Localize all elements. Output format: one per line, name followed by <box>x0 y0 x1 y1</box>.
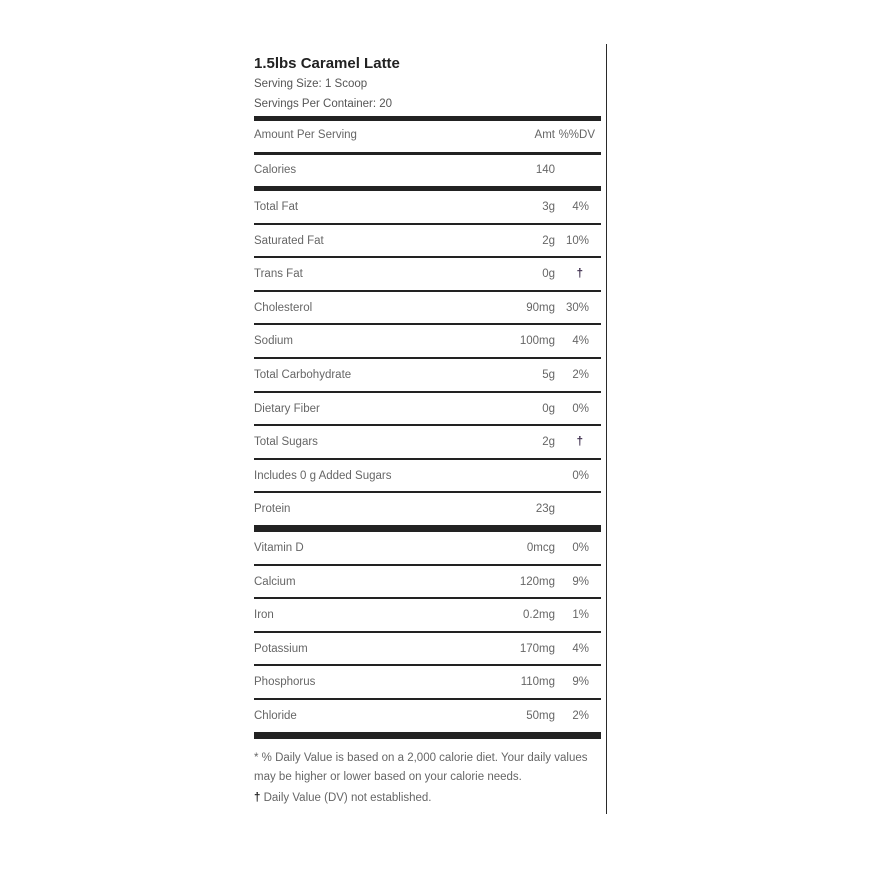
nutrient-row <box>254 460 601 492</box>
nutrient-daily-value: 0% <box>572 541 589 554</box>
nutrient-amount: 50mg <box>526 709 555 722</box>
nutrient-label: Potassium <box>254 642 308 655</box>
nutrient-daily-value: 1% <box>572 609 589 622</box>
nutrient-row <box>254 666 601 698</box>
nutrient-label: Total Fat <box>254 201 299 213</box>
nutrient-amount: 100mg <box>519 335 555 348</box>
divider-thick <box>254 525 601 532</box>
nutrient-label: Calcium <box>254 575 296 588</box>
nutrient-label: Cholesterol <box>254 301 313 314</box>
nutrient-amount: 110mg <box>520 676 555 689</box>
nutrient-amount: 90mg <box>526 301 555 314</box>
nutrient-row <box>254 225 601 257</box>
footnote-not-established <box>254 789 601 808</box>
nutrient-label: Chloride <box>254 709 297 722</box>
nutrient-row <box>254 633 601 665</box>
calories-label: Calories <box>254 164 297 176</box>
nutrient-row <box>254 532 601 564</box>
nutrient-row <box>254 359 601 391</box>
nutrient-daily-value: 4% <box>572 335 589 348</box>
header-amt: Amt <box>534 129 555 141</box>
header-row <box>254 121 601 152</box>
nutrient-amount: 5g <box>542 368 555 381</box>
servings-per-container: Servings Per Container: 20 <box>254 98 393 110</box>
nutrient-daily-value: 9% <box>572 676 589 689</box>
nutrient-amount: 0mcg <box>526 541 555 554</box>
nutrient-row <box>254 292 601 324</box>
nutrient-row <box>254 566 601 598</box>
nutrient-row <box>254 325 601 357</box>
nutrient-amount: 0g <box>542 402 555 415</box>
header-amount-per-serving: Amount Per Serving <box>254 129 357 141</box>
nutrient-label: Saturated Fat <box>254 234 324 247</box>
nutrient-daily-value: † <box>576 268 583 281</box>
nutrient-label: Protein <box>254 503 291 516</box>
divider-vertical <box>606 44 607 814</box>
nutrient-label: Trans Fat <box>254 268 303 281</box>
nutrient-amount: 2g <box>542 234 555 247</box>
serving-size: Serving Size: 1 Scoop <box>254 78 368 90</box>
nutrient-row <box>254 700 601 732</box>
nutrient-daily-value: 0% <box>572 402 589 415</box>
header-dv: %%DV <box>558 129 595 141</box>
nutrient-amount: 0.2mg <box>523 609 555 622</box>
nutrient-daily-value: † <box>576 436 583 449</box>
nutrient-row <box>254 493 601 525</box>
nutrient-label: Dietary Fiber <box>254 402 320 415</box>
vitamin-list <box>254 532 601 732</box>
nutrient-daily-value: 9% <box>572 575 589 588</box>
calories-row <box>254 155 601 186</box>
nutrient-label: Iron <box>254 609 274 622</box>
nutrient-amount: 2g <box>542 436 555 449</box>
nutrient-row <box>254 599 601 631</box>
dagger-symbol: † <box>254 791 261 804</box>
nutrient-daily-value: 4% <box>572 201 589 213</box>
nutrient-daily-value: 0% <box>572 469 589 482</box>
nutrient-label: Includes 0 g Added Sugars <box>254 469 392 482</box>
nutrient-label: Total Carbohydrate <box>254 368 352 381</box>
nutrient-amount: 23g <box>535 503 555 516</box>
footnote-daily-value: * % Daily Value is based on a 2,000 calorie diet. Your daily values may be higher or lower based on your calorie needs. <box>254 751 588 783</box>
nutrient-label: Sodium <box>254 335 293 348</box>
nutrient-daily-value: 2% <box>572 709 589 722</box>
nutrient-label: Phosphorus <box>254 676 316 689</box>
nutrient-daily-value: 4% <box>572 642 589 655</box>
nutrient-daily-value: 10% <box>565 234 589 247</box>
nutrition-facts-panel <box>254 54 601 808</box>
nutrient-amount: 0g <box>542 268 555 281</box>
divider-thick <box>254 732 601 739</box>
nutrient-label: Vitamin D <box>254 541 304 554</box>
nutrient-label: Total Sugars <box>254 436 318 449</box>
nutrient-row <box>254 258 601 290</box>
footnote-not-established-text: Daily Value (DV) not established. <box>263 791 432 804</box>
nutrient-row <box>254 393 601 425</box>
product-title: 1.5lbs Caramel Latte <box>254 55 400 72</box>
nutrient-row <box>254 426 601 458</box>
nutrient-amount: 3g <box>542 201 555 213</box>
nutrient-amount: 170mg <box>519 642 555 655</box>
nutrient-daily-value: 30% <box>565 301 589 314</box>
calories-value: 140 <box>535 164 555 176</box>
nutrient-list <box>254 191 601 525</box>
nutrient-row <box>254 191 601 223</box>
nutrient-daily-value: 2% <box>572 368 589 381</box>
nutrient-amount: 120mg <box>519 575 555 588</box>
